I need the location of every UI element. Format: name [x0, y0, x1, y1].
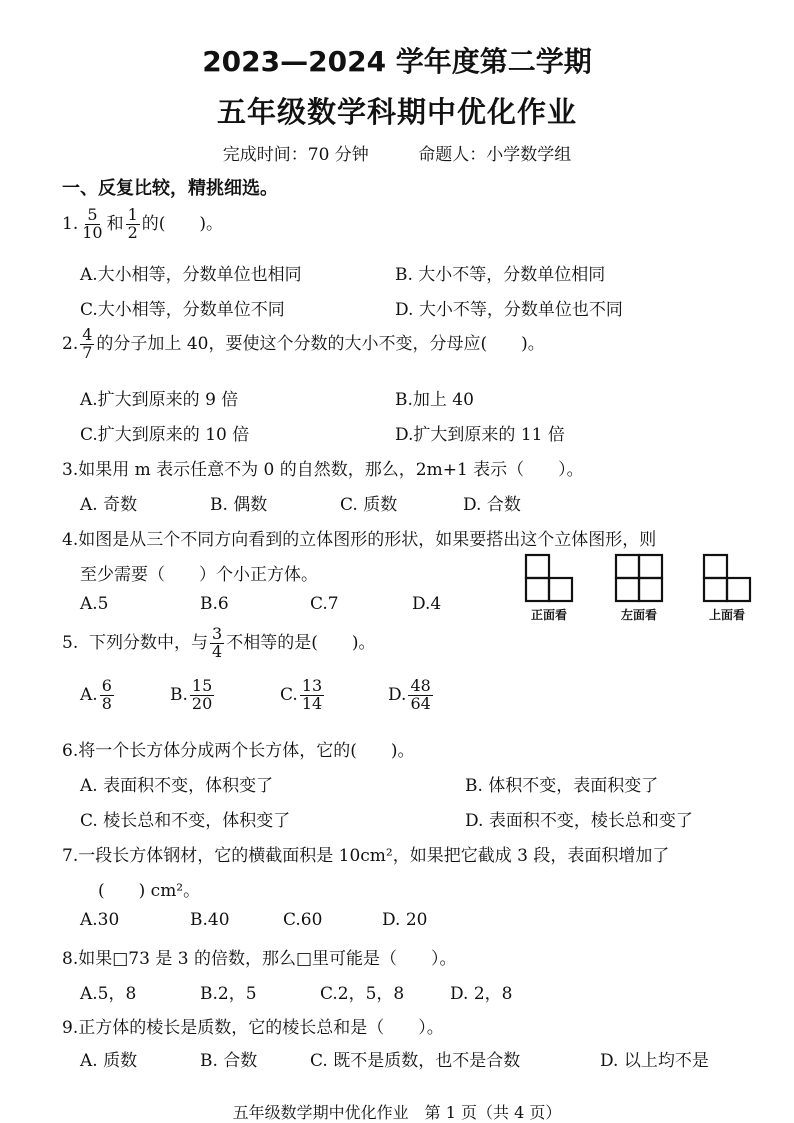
question-7-stem: 7.一段长方体钢材，它的横截面积是 10cm²，如果把它截成 3 段，表面积增加了	[62, 846, 670, 866]
option-a: A. 奇数	[80, 495, 138, 515]
option-a: A. $\frac{6}{8}$	[80, 676, 112, 713]
section-title: 一、反复比较，精挑细选。	[62, 178, 278, 199]
option-b: B. 大小不等，分数单位相同	[395, 265, 606, 285]
option-b: B. $\frac{15}{20}$	[170, 676, 213, 713]
option-b: B. 体积不变，表面积变了	[465, 776, 659, 796]
exam-title: 五年级数学科期中优化作业	[216, 95, 577, 129]
option-d: D. 以上均不是	[600, 1051, 709, 1071]
option-c: C. 质数	[340, 495, 398, 515]
option-b: B. 偶数	[210, 495, 268, 515]
option-a: A. 质数	[80, 1051, 138, 1071]
front-view-drawing	[526, 555, 572, 601]
left-view-label: 左面看	[620, 608, 657, 622]
option-d: D.4	[412, 594, 442, 614]
option-a: A. 表面积不变，体积变了	[80, 776, 274, 796]
fraction: $\frac{5}{10}$	[82, 205, 103, 242]
exam-meta	[0, 140, 794, 165]
top-view-label: 上面看	[708, 608, 745, 622]
option-b: B.6	[200, 594, 229, 614]
option-c: C. $\frac{13}{14}$	[280, 676, 323, 713]
option-a: A.30	[80, 910, 120, 930]
question-9-stem: 9.正方体的棱长是质数，它的棱长总和是（ ）。	[62, 1018, 444, 1038]
question-3-stem: 3.如果用 m 表示任意不为 0 的自然数，那么，2m+1 表示（ ）。	[62, 460, 584, 480]
question-2-stem: 2. $\frac{4}{7}$ 的分子加上 40，要使这个分数的大小不变，分母应( )。	[62, 325, 545, 362]
option-d: D.扩大到原来的 11 倍	[395, 425, 565, 445]
option-a: A.5，8	[80, 984, 137, 1004]
option-b: B.40	[190, 910, 230, 930]
option-d: D. 2，8	[450, 984, 513, 1004]
three-view-figure	[518, 553, 778, 627]
question-4-stem: 4.如图是从三个不同方向看到的立体图形的形状，如果要搭出这个立体图形，则	[62, 530, 657, 550]
exam-author: 命题人：小学数学组	[418, 145, 572, 165]
option-c: C.大小相等，分数单位不同	[80, 300, 285, 320]
question-7-stem-continued: ( ) cm²。	[98, 881, 201, 901]
option-a: A.5	[80, 594, 109, 614]
option-b: B.加上 40	[395, 390, 474, 410]
option-c: C.2，5，8	[320, 984, 405, 1004]
option-d: D. $\frac{48}{64}$	[388, 676, 431, 713]
option-d: D. 大小不等，分数单位也不同	[395, 300, 623, 320]
option-a: A.大小相等，分数单位也相同	[80, 265, 302, 285]
option-c: C. 棱长总和不变，体积变了	[80, 811, 291, 831]
option-c: C. 既不是质数，也不是合数	[310, 1051, 521, 1071]
option-b: B.2，5	[200, 984, 257, 1004]
option-d: D. 20	[382, 910, 428, 930]
option-b: B. 合数	[200, 1051, 258, 1071]
question-4-stem-continued: 至少需要（ ）个小正方体。	[80, 565, 318, 585]
question-8-stem: 8.如果□73 是 3 的倍数，那么□里可能是（ ）。	[62, 949, 457, 969]
top-view-drawing	[704, 555, 750, 601]
option-d: D. 表面积不变，棱长总和变了	[465, 811, 693, 831]
time-limit: 完成时间：70 分钟	[222, 145, 369, 165]
fraction: $\frac{3}{4}$	[212, 624, 223, 661]
front-view-label: 正面看	[530, 608, 567, 622]
option-a: A.扩大到原来的 9 倍	[80, 390, 239, 410]
fraction: $\frac{4}{7}$	[82, 325, 93, 362]
three-view-drawings	[518, 553, 778, 605]
question-1-stem: 1. $\frac{5}{10}$ 和 $\frac{1}{2}$ 的( )。	[62, 205, 224, 242]
page-footer: 五年级数学期中优化作业 第 1 页（共 4 页）	[232, 1103, 562, 1122]
option-c: C.7	[310, 594, 339, 614]
question-5-stem: 5. 下列分数中，与 $\frac{3}{4}$ 不相等的是( )。	[62, 624, 376, 661]
option-c: C.扩大到原来的 10 倍	[80, 425, 250, 445]
option-c: C.60	[283, 910, 323, 930]
option-d: D. 合数	[463, 495, 521, 515]
question-6-stem: 6.将一个长方体分成两个长方体，它的( )。	[62, 741, 415, 761]
left-view-drawing	[616, 555, 662, 601]
fraction: $\frac{1}{2}$	[127, 205, 138, 242]
exam-title-term: 2023—2024 学年度第二学期	[202, 45, 592, 78]
